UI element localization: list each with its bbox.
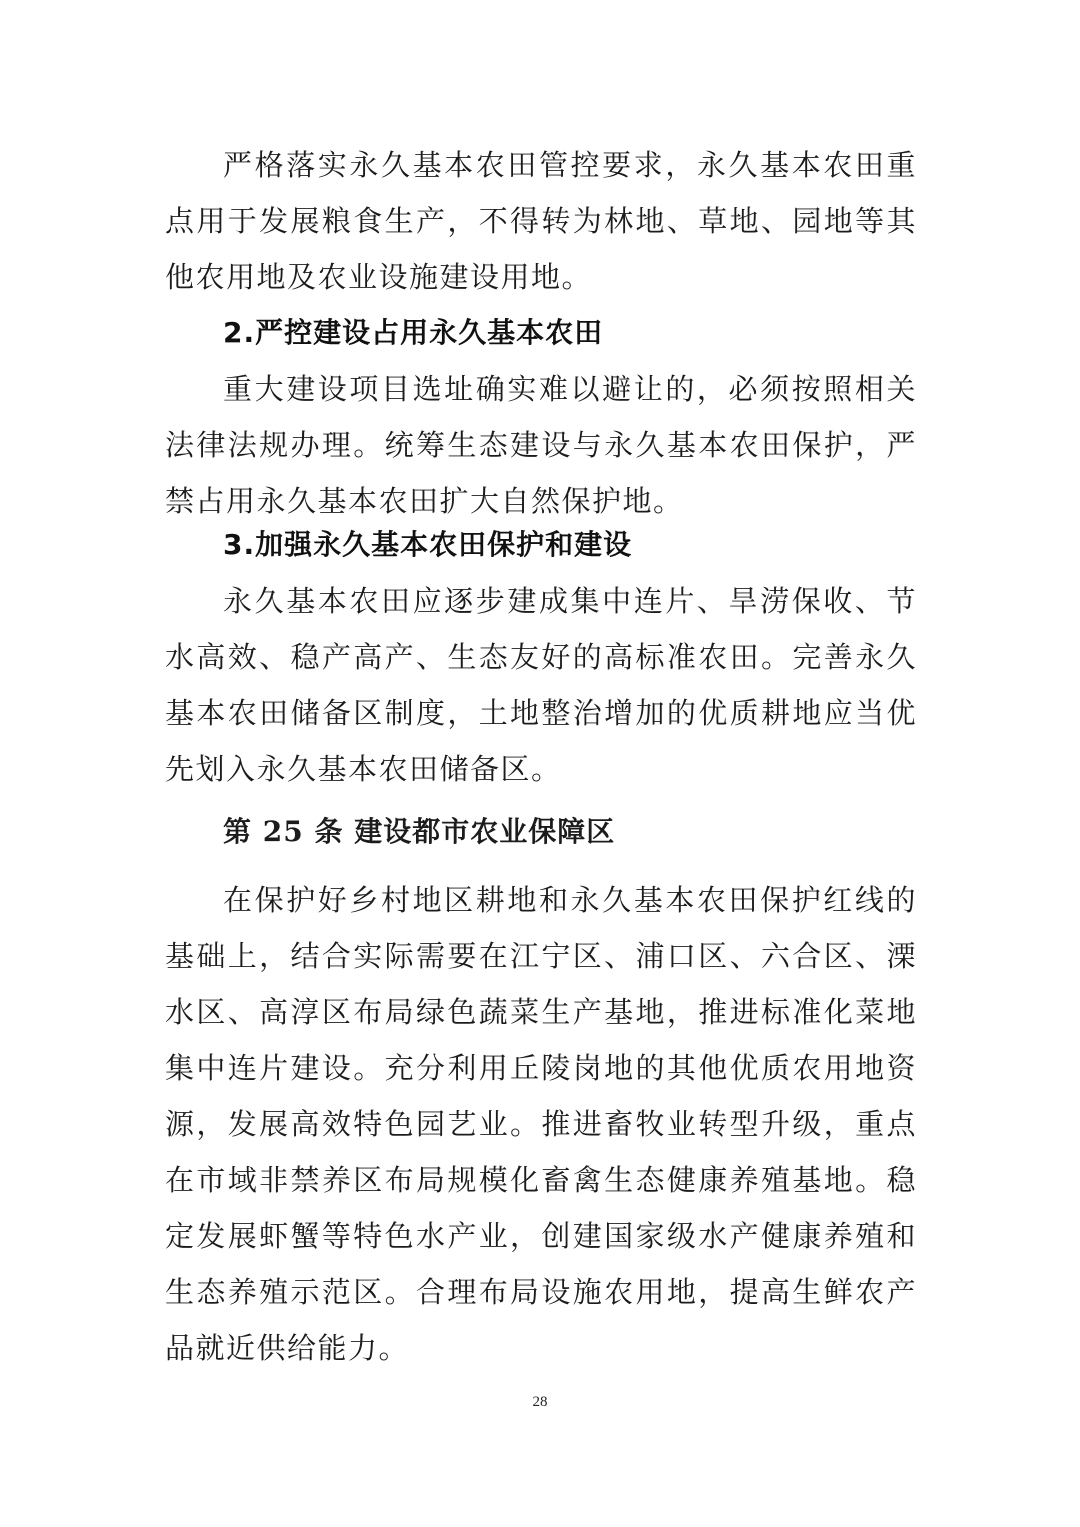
section-heading-strengthen-protection: 3.加强永久基本农田保护和建设 xyxy=(223,528,633,561)
body-paragraph-urban-agriculture: 在保护好乡村地区耕地和永久基本农田保护红线的基础上，结合实际需要在江宁区、浦口区、六合区、溧水区、高淳区布局绿色蔬菜生产基地，推进标准化菜地集中连片建设。充分利用丘陵岗地的其他优质农用地资源，发展高效特色园艺业。推进畜牧业转型升级，重点在市域非禁养区布局规模化畜禽生态健康养殖基地。稳定发展虾蟹等特色水产业，创建国家级水产健康养殖和生态养殖示范区。合理布局设施农用地，提高生鲜农产品就近供给能力。 xyxy=(165,883,917,1365)
body-paragraph-permanent-farmland-control: 严格落实永久基本农田管控要求，永久基本农田重点用于发展粮食生产，不得转为林地、草地、园地等其他农用地及农业设施建设用地。 xyxy=(165,148,917,294)
article-title: 第 25 条 建设都市农业保障区 xyxy=(223,815,616,848)
page-number: 28 xyxy=(532,1394,548,1410)
body-paragraph-high-standard-farmland: 永久基本农田应逐步建成集中连片、旱涝保收、节水高效、稳产高产、生态友好的高标准农田。完善永久基本农田储备区制度，土地整治增加的优质耕地应当优先划入永久基本农田储备区。 xyxy=(165,584,917,786)
section-heading-strict-control: 2.严控建设占用永久基本农田 xyxy=(223,316,604,349)
body-paragraph-major-projects: 重大建设项目选址确实难以避让的，必须按照相关法律法规办理。统筹生态建设与永久基本农田保护，严禁占用永久基本农田扩大自然保护地。 xyxy=(165,372,917,518)
